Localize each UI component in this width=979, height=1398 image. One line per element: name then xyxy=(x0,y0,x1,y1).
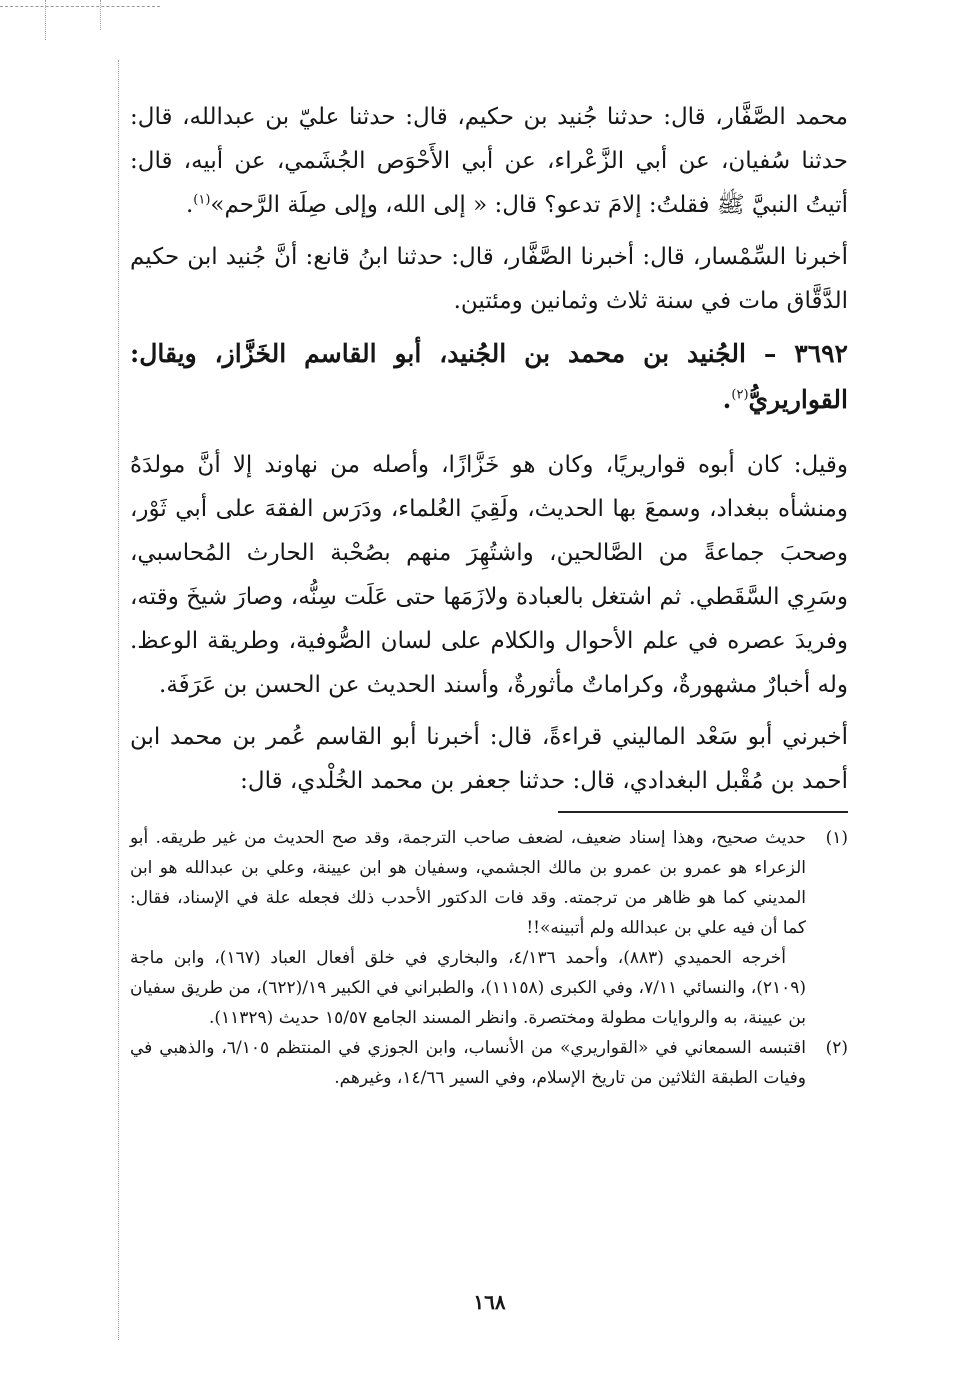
footnote-2 xyxy=(130,1033,848,1093)
footnote-text: حديث صحيح، وهذا إسناد ضعيف، لضعف صاحب الترجمة، وقد صح الحديث من غير طريقه. أبو الزعراء هو عمرو بن عمرو بن مالك الجشمي، وسفيان هو ابن عيينة، وعلي بن عبدالله هو ابن المديني كما هو ظاهر من ترجمته. وقد فات الدكتور الأحدب ذلك فجعله علة في الإسناد، فقال: كما أن فيه علي بن عبدالله ولم أتبينه»!! xyxy=(130,828,807,938)
paragraph-hadith-chain: محمد الصَّفَّار، قال: حدثنا جُنيد بن حكيم، قال: حدثنا عليّ بن عبدالله، قال: حدثنا سُفيان، عن أبي الزَّعْراء، عن أبي الأَحْوَص الجُشَمي، عن أبيه، قال: أتيتُ النبيَّ ﷺ فقلتُ: إلامَ تدعو؟ قال: « إلى الله، وإلى صِلَة الرَّحم»$^{(١)}$. xyxy=(130,104,848,218)
footnote-ref-2: (٢) xyxy=(731,387,749,403)
book-page xyxy=(130,95,848,1093)
entry-title: الجُنيد بن محمد بن الجُنيد، أبو القاسم الخَزَّاز، ويقال: القواريريُّ xyxy=(130,339,848,414)
scan-edge-mark-left-2 xyxy=(100,0,101,30)
scan-edge-mark-top xyxy=(0,6,160,7)
footnote-number: (٢) xyxy=(825,1038,848,1058)
entry-heading: ٣٦٩٢ – الجُنيد بن محمد بن الجُنيد، أبو القاسم الخَزَّاز، ويقال: القواريريُّ$^{(٢)}$. xyxy=(130,339,848,414)
paragraph-narration: أخبرني أبو سَعْد الماليني قراءةً، قال: أخبرنا أبو القاسم عُمر بن محمد ابن أحمد بن مُقْبل البغدادي، قال: حدثنا جعفر بن محمد الخُلْدي، قال: xyxy=(130,724,848,794)
footnote-text: اقتبسه السمعاني في «القواريري» من الأنساب، وابن الجوزي في المنتظم ٦/١٠٥، والذهبي في وفيات الطبقة الثلاثين من تاريخ الإسلام، وفي السير ١٤/٦٦، وغيرهم. xyxy=(130,1038,807,1088)
entry-number: ٣٦٩٢ – xyxy=(763,339,848,368)
footnote-ref-1: (١) xyxy=(193,192,211,208)
footnote-separator xyxy=(558,811,848,813)
main-text xyxy=(130,95,848,803)
paragraph-death-report: أخبرنا السِّمْسار، قال: أخبرنا الصَّفَّار، قال: حدثنا ابنُ قانع: أنَّ جُنيد ابن حكيم الدَّقَّاق مات في سنة ثلاث وثمانين ومئتين. xyxy=(130,244,848,314)
scan-edge-mark-left-3 xyxy=(118,60,119,1340)
footnotes xyxy=(130,823,848,1093)
footnote-number: (١) xyxy=(825,828,848,848)
paragraph-biography: وقيل: كان أبوه قواريريًا، وكان هو خَزَّازًا، وأصله من نهاوند إلا أنَّ مولدَهُ ومنشأه ببغداد، وسمعَ بها الحديث، ولَقِيَ العُلماء، ودَرَس الفقهَ على أبي ثَوْر، وصحبَ جماعةً من الصَّالحين، واشتُهِرَ منهم بصُحْبة الحارث المُحاسبي، وسَرِي السَّقَطي. ثم اشتغل بالعبادة ولازَمَها حتى عَلَت سِنُّه، وصارَ شيخَ وقته، وفريدَ عصره في علم الأحوال والكلام على لسان الصُّوفية، وطريقة الوعظ. وله أخبارٌ مشهورةٌ، وكراماتٌ مأثورةٌ، وأسند الحديث عن الحسن بن عَرَفَة. xyxy=(130,452,848,698)
footnote-1 xyxy=(130,823,848,1033)
page-number: ١٦٨ xyxy=(473,1290,506,1314)
scan-edge-mark-left-1 xyxy=(45,0,46,40)
footnote-text: أخرجه الحميدي (٨٨٣)، وأحمد ٤/١٣٦، والبخاري في خلق أفعال العباد (١٦٧)، وابن ماجة (٢١٠٩)، والنسائي ٧/١١، وفي الكبرى (١١١٥٨)، والطبراني في الكبير ١٩/(٦٢٢)، من طريق سفيان بن عيينة، به والروايات مطولة ومختصرة. وانظر المسند الجامع ١٥/٥٧ حديث (١١٣٢٩). xyxy=(130,948,806,1028)
